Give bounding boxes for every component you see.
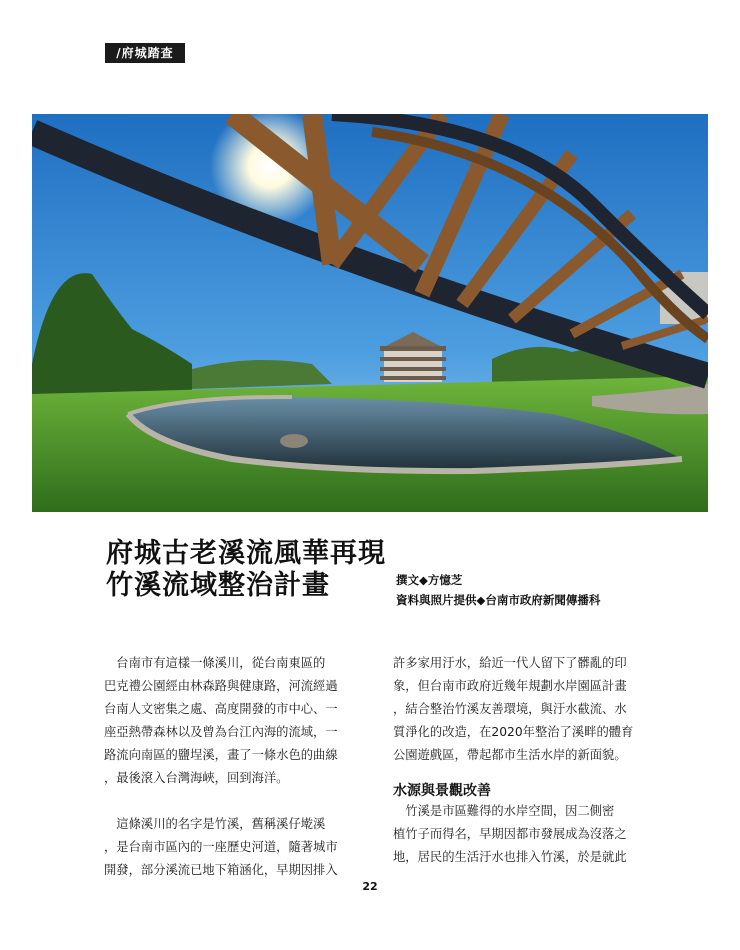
article-credits [396, 570, 600, 610]
body-paragraph [393, 800, 641, 869]
body-line: 質淨化的改造，在2020年整治了溪畔的體育 [393, 725, 634, 739]
body-line: ，結合整治竹溪友善環境，與汙水截流、水 [393, 702, 627, 716]
body-column-right [393, 652, 641, 869]
body-line: 巴克禮公園經由林森路與健康路，河流經過 [104, 679, 338, 693]
body-line: 許多家用汙水，給近一代人留下了髒亂的印 [393, 656, 627, 670]
body-column-left [104, 652, 352, 882]
title-line-1: 府城古老溪流風華再現 [106, 538, 386, 569]
article-title [106, 538, 386, 602]
body-line: ，最後滾入台灣海峽，回到海洋。 [104, 771, 289, 785]
body-line: 座亞熱帶森林以及曾為台江內海的流域，一 [104, 725, 338, 739]
author-credit: 撰文◆方憶芝 [396, 573, 463, 587]
body-paragraph [104, 813, 352, 882]
body-line: ，是台南市區內的一座歷史河道，隨著城市 [104, 840, 338, 854]
body-line: 開發，部分溪流已地下箱涵化，早期因排入 [104, 863, 338, 877]
section-subheading: 水源與景觀改善 [393, 783, 491, 799]
body-line: 台南人文密集之處、高度開發的市中心、一 [104, 702, 338, 716]
body-line: 地，居民的生活汙水也排入竹溪，於是就此 [393, 850, 627, 864]
body-line: 象，但台南市政府近幾年規劃水岸園區計畫 [393, 679, 627, 693]
body-line: 植竹子而得名，早期因都市發展成為沒落之 [393, 827, 627, 841]
body-line: 這條溪川的名字是竹溪，舊稱溪仔墘溪 [104, 817, 326, 831]
body-line: 公園遊戲區，帶起都市生活水岸的新面貌。 [393, 748, 627, 762]
section-tag: /府城踏查 [105, 43, 185, 63]
bridge-park-photo [32, 114, 708, 512]
body-paragraph [104, 652, 352, 790]
body-line: 竹溪是市區難得的水岸空間，因二側密 [393, 804, 615, 818]
page-number: 22 [362, 880, 378, 893]
body-line: 台南市有這樣一條溪川，從台南東區的 [104, 656, 326, 670]
photo-credit: 資料與照片提供◆台南市政府新聞傳播科 [396, 593, 601, 607]
body-line: 路流向南區的鹽埕溪，畫了一條水色的曲線 [104, 748, 338, 762]
body-paragraph [393, 652, 641, 767]
title-line-2: 竹溪流域整治計畫 [106, 570, 330, 601]
